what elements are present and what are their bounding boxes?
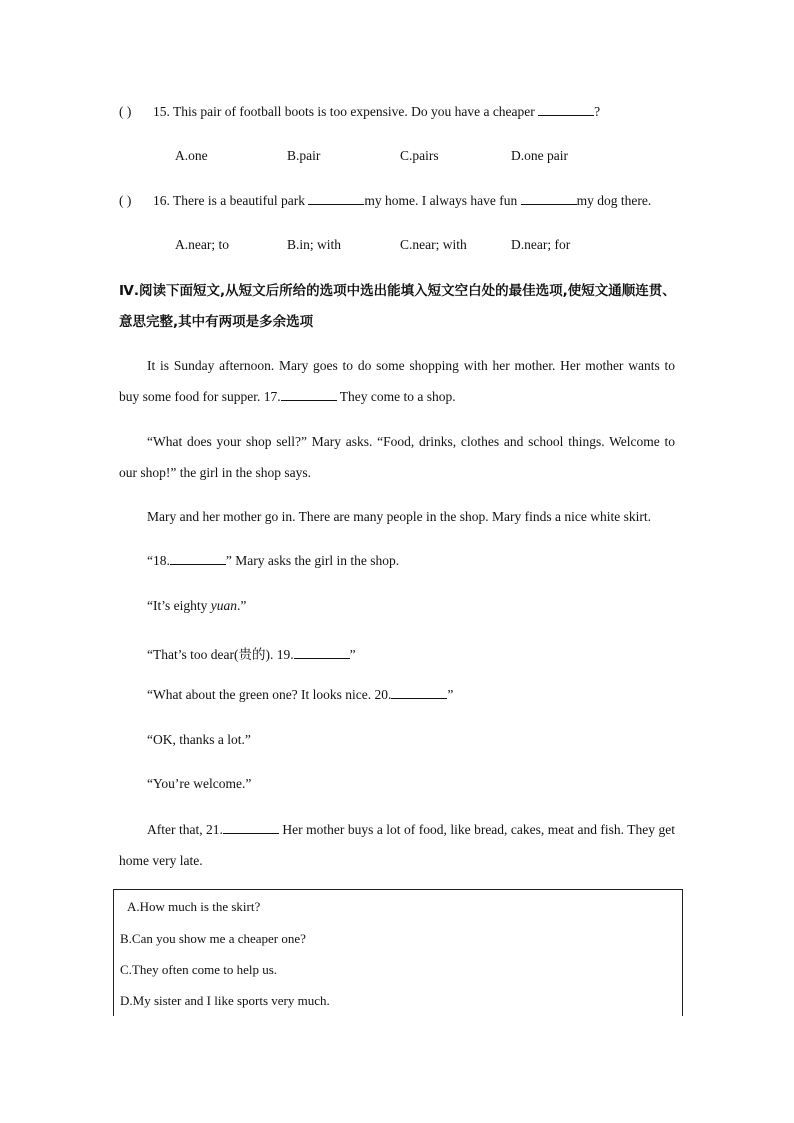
blank-line[interactable]	[538, 114, 594, 116]
blank-19[interactable]	[294, 657, 350, 659]
option-d: D.near; for	[511, 237, 571, 252]
blank-20[interactable]	[391, 697, 447, 699]
option-b: B.pair	[287, 148, 321, 163]
dialogue-line-5: “OK, thanks a lot.”	[147, 732, 251, 747]
blank-21[interactable]	[223, 832, 279, 834]
dialogue-line-3: “That’s too dear(贵的). 19. ”	[147, 647, 356, 662]
box-option-d: D.My sister and I like sports very much.	[120, 993, 330, 1008]
option-a: A.one	[175, 148, 208, 163]
option-d: D.one pair	[511, 148, 568, 163]
question-stem-end: my dog there.	[576, 193, 652, 208]
dialogue-line-1: “18. ” Mary asks the girl in the shop.	[147, 553, 400, 568]
option-c: C.pairs	[400, 148, 439, 163]
section-heading: Ⅳ.阅读下面短文,从短文后所给的选项中选出能填入短文空白处的最佳选项,使短文通顺连贯、意思完整,其中有两项是多余选项	[119, 283, 676, 330]
question-stem-middle: my home. I always have fun	[364, 193, 521, 208]
question-16	[119, 193, 651, 209]
blank-18[interactable]	[170, 563, 226, 565]
passage-paragraph-3: Mary and her mother go in. There are many people in the shop. Mary finds a nice white skirt.	[147, 509, 651, 524]
passage-paragraph-4: After that, 21. Her mother buys a lot of food, like bread, cakes, meat and fish. They get home very late.	[119, 822, 675, 868]
dialogue-line-2: “It’s eighty yuan.”	[147, 598, 247, 613]
question-15	[119, 104, 600, 120]
blank-line[interactable]	[308, 203, 364, 205]
dialogue-line-4: “What about the green one? It looks nice. 20. ”	[147, 687, 454, 702]
question-stem: 16. There is a beautiful park	[153, 193, 309, 208]
option-c: C.near; with	[400, 237, 467, 252]
option-b: B.in; with	[287, 237, 342, 252]
box-option-c: C.They often come to help us.	[120, 962, 278, 977]
answer-paren[interactable]: ( )	[119, 104, 132, 119]
question-stem-end: ?	[594, 104, 601, 119]
passage-paragraph-2: “What does your shop sell?” Mary asks. “Food, drinks, clothes and school things. Welcome to our shop!” the girl in the shop says.	[119, 434, 675, 480]
option-a: A.near; to	[175, 237, 229, 252]
box-option-a: A.How much is the skirt?	[127, 899, 261, 914]
question-stem: 15. This pair of football boots is too expensive. Do you have a cheaper	[153, 104, 539, 119]
blank-17[interactable]	[281, 399, 337, 401]
box-option-b: B.Can you show me a cheaper one?	[120, 931, 306, 946]
question-16-options	[175, 237, 635, 255]
answer-options-box	[113, 889, 683, 1016]
dialogue-line-6: “You’re welcome.”	[147, 776, 252, 791]
answer-paren[interactable]: ( )	[119, 193, 132, 208]
blank-line[interactable]	[521, 203, 577, 205]
passage-paragraph-1: It is Sunday afternoon. Mary goes to do some shopping with her mother. Her mother wants to buy some food for supper. 17. They come to a shop.	[119, 358, 675, 404]
question-15-options	[175, 148, 635, 166]
